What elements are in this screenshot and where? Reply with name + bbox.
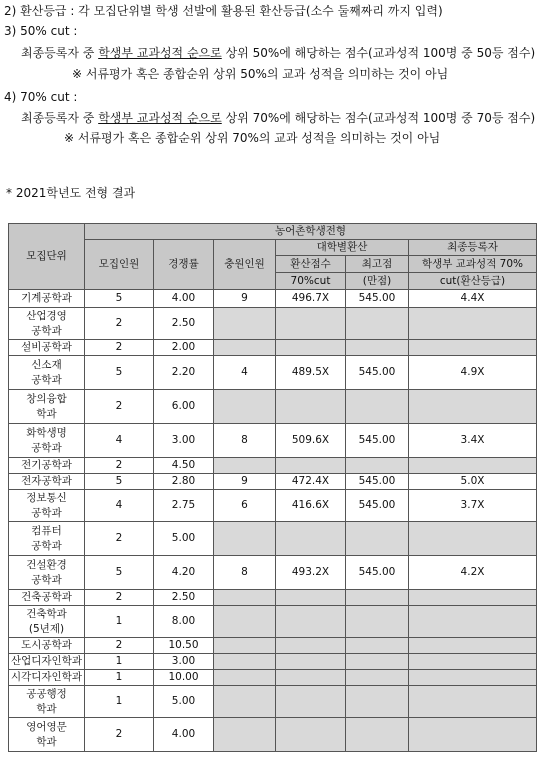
note-50cut-post: 상위 50%에 해당하는 점수(교과성적 100명 중 50등 점수) (221, 46, 536, 60)
cell-unit-line1: 건축공학과 (21, 591, 72, 603)
header-additional: 충원인원 (214, 240, 276, 290)
cell-unit-line2: 공학과 (31, 373, 62, 386)
cell-unit-line1: 전자공학과 (21, 475, 72, 487)
cell-final-grade (409, 686, 537, 718)
cell-unit (9, 458, 85, 474)
cell-unit (9, 654, 85, 670)
cell-unit-line1: 건축학과 (26, 607, 67, 620)
cell-score: 416.6X (276, 490, 346, 522)
table-row (9, 340, 537, 356)
note-70cut-pre: 최종등록자 중 (21, 111, 99, 125)
header-max-full: (만점) (346, 273, 409, 290)
note-50cut-pre: 최종등록자 중 (21, 46, 99, 60)
cell-quota: 1 (85, 686, 154, 718)
cell-max (346, 670, 409, 686)
cell-rate: 3.00 (154, 424, 214, 458)
header-unit: 모집단위 (9, 224, 85, 290)
cell-score (276, 458, 346, 474)
cell-quota: 2 (85, 522, 154, 556)
cell-score (276, 686, 346, 718)
cell-quota: 5 (85, 356, 154, 390)
cell-rate: 2.80 (154, 474, 214, 490)
note-50cut-caveat: ※ 서류평가 혹은 종합순위 상위 50%의 교과 성적을 의미하는 것이 아님 (72, 67, 449, 81)
cell-score: 509.6X (276, 424, 346, 458)
cell-rate: 4.00 (154, 718, 214, 752)
cell-score: 496.7X (276, 290, 346, 308)
cell-quota: 2 (85, 458, 154, 474)
cell-quota: 5 (85, 556, 154, 590)
cell-final-grade (409, 522, 537, 556)
table-row (9, 458, 537, 474)
cell-rate: 4.20 (154, 556, 214, 590)
cell-unit-line1: 창의융합 (26, 392, 67, 405)
table-row (9, 474, 537, 490)
cell-unit-line2: (5년제) (28, 622, 65, 635)
cell-additional: 6 (214, 490, 276, 522)
cell-unit-line2: 공학과 (31, 324, 62, 337)
cell-final-grade: 4.4X (409, 290, 537, 308)
cell-max (346, 686, 409, 718)
cell-score (276, 340, 346, 356)
cell-unit-line2: 공학과 (31, 506, 62, 519)
cell-score (276, 590, 346, 606)
cell-additional (214, 308, 276, 340)
cell-unit-line2: 공학과 (31, 441, 62, 454)
header-final-cut: cut(환산등급) (409, 273, 537, 290)
cell-rate: 5.00 (154, 522, 214, 556)
cell-unit (9, 606, 85, 638)
cell-additional (214, 654, 276, 670)
cell-rate: 5.00 (154, 686, 214, 718)
cell-unit-line1: 전기공학과 (21, 459, 72, 471)
cell-final-grade (409, 606, 537, 638)
header-quota: 모집인원 (85, 240, 154, 290)
cell-score (276, 718, 346, 752)
table-row (9, 718, 537, 752)
cell-final-grade (409, 638, 537, 654)
cell-unit-line1: 공공행정 (26, 687, 67, 700)
cell-rate: 2.75 (154, 490, 214, 522)
cell-max (346, 638, 409, 654)
cell-max: 545.00 (346, 424, 409, 458)
header-rate: 경쟁률 (154, 240, 214, 290)
note-line-2: 2) 환산등급 : 각 모집단위별 학생 선발에 활용된 환산등급(소수 둘째짜리 까지 입력) (4, 4, 443, 18)
cell-max: 545.00 (346, 556, 409, 590)
cell-unit-line1: 정보통신 (26, 491, 67, 504)
cell-max (346, 308, 409, 340)
cell-final-grade: 4.2X (409, 556, 537, 590)
cell-unit (9, 474, 85, 490)
cell-final-grade: 5.0X (409, 474, 537, 490)
cell-score (276, 638, 346, 654)
cell-rate: 4.50 (154, 458, 214, 474)
cell-quota: 2 (85, 590, 154, 606)
cell-unit-line2: 공학과 (31, 573, 62, 586)
cell-additional: 4 (214, 356, 276, 390)
table-row (9, 686, 537, 718)
cell-rate: 8.00 (154, 606, 214, 638)
cell-unit-line1: 설비공학과 (21, 341, 72, 353)
cell-rate: 2.50 (154, 590, 214, 606)
table-row (9, 356, 537, 390)
cell-final-grade (409, 590, 537, 606)
cell-additional: 9 (214, 290, 276, 308)
cell-quota: 4 (85, 424, 154, 458)
table-row (9, 308, 537, 340)
cell-additional: 9 (214, 474, 276, 490)
cell-score (276, 606, 346, 638)
cell-unit-line1: 산업경영 (26, 309, 67, 322)
cell-max: 545.00 (346, 490, 409, 522)
cell-final-grade (409, 308, 537, 340)
header-score-cut: 70%cut (276, 273, 346, 290)
cell-unit (9, 490, 85, 522)
header-group: 농어촌학생전형 (85, 224, 537, 240)
table-row (9, 606, 537, 638)
cell-unit (9, 390, 85, 424)
cell-quota: 2 (85, 308, 154, 340)
note-70cut-desc (21, 110, 535, 126)
section-title: * 2021학년도 전형 결과 (6, 186, 136, 200)
cell-additional (214, 606, 276, 638)
note-50cut-desc (21, 45, 535, 61)
cell-score: 489.5X (276, 356, 346, 390)
table-row (9, 590, 537, 606)
cell-unit (9, 290, 85, 308)
cell-additional (214, 670, 276, 686)
cell-additional (214, 522, 276, 556)
cell-quota: 4 (85, 490, 154, 522)
table-row (9, 522, 537, 556)
cell-score (276, 654, 346, 670)
table-row (9, 290, 537, 308)
cell-unit-line1: 건설환경 (26, 558, 67, 571)
cell-quota: 1 (85, 606, 154, 638)
cell-max (346, 522, 409, 556)
cell-max: 545.00 (346, 290, 409, 308)
cell-max (346, 590, 409, 606)
cell-rate: 2.50 (154, 308, 214, 340)
cell-unit (9, 718, 85, 752)
cell-unit-line2: 학과 (36, 702, 57, 715)
cell-final-grade: 3.4X (409, 424, 537, 458)
cell-unit-line1: 영어영문 (26, 720, 67, 733)
cell-unit-line2: 공학과 (31, 539, 62, 552)
header-conversion: 대학별환산 (276, 240, 409, 256)
note-70cut-caveat: ※ 서류평가 혹은 종합순위 상위 70%의 교과 성적을 의미하는 것이 아님 (64, 131, 441, 145)
cell-rate: 10.50 (154, 638, 214, 654)
cell-max (346, 390, 409, 424)
header-score: 환산점수 (276, 256, 346, 273)
cell-max (346, 340, 409, 356)
results-table (8, 223, 537, 752)
cell-unit (9, 308, 85, 340)
note-50cut-title: 3) 50% cut : (4, 24, 78, 38)
table-row (9, 390, 537, 424)
cell-additional (214, 390, 276, 424)
cell-rate: 3.00 (154, 654, 214, 670)
table-row (9, 638, 537, 654)
note-70cut-post: 상위 70%에 해당하는 점수(교과성적 100명 중 70등 점수) (221, 111, 536, 125)
cell-final-grade: 4.9X (409, 356, 537, 390)
cell-additional (214, 638, 276, 654)
cell-max (346, 654, 409, 670)
table-row (9, 670, 537, 686)
cell-unit (9, 670, 85, 686)
cell-quota: 5 (85, 474, 154, 490)
cell-quota: 2 (85, 340, 154, 356)
cell-unit (9, 638, 85, 654)
cell-rate: 10.00 (154, 670, 214, 686)
cell-additional (214, 340, 276, 356)
table-row (9, 556, 537, 590)
cell-final-grade (409, 390, 537, 424)
cell-unit-line1: 산업디자인학과 (10, 655, 82, 667)
cell-score: 472.4X (276, 474, 346, 490)
cell-unit (9, 522, 85, 556)
cell-unit-line2: 학과 (36, 407, 57, 420)
cell-additional: 8 (214, 424, 276, 458)
cell-rate: 2.20 (154, 356, 214, 390)
cell-unit-line1: 컴퓨터 (31, 524, 62, 537)
cell-max: 545.00 (346, 356, 409, 390)
cell-unit (9, 686, 85, 718)
cell-score (276, 390, 346, 424)
cell-unit-line1: 화학생명 (26, 426, 67, 439)
cell-rate: 2.00 (154, 340, 214, 356)
cell-score (276, 308, 346, 340)
cell-max: 545.00 (346, 474, 409, 490)
cell-unit (9, 424, 85, 458)
cell-max (346, 458, 409, 474)
cell-final-grade (409, 340, 537, 356)
cell-quota: 2 (85, 718, 154, 752)
cell-final-grade (409, 654, 537, 670)
note-70cut-underline: 학생부 교과성적 순으로 (98, 111, 222, 125)
header-final-grade: 학생부 교과성적 70% (409, 256, 537, 273)
cell-unit-line2: 학과 (36, 735, 57, 748)
cell-final-grade: 3.7X (409, 490, 537, 522)
cell-score: 493.2X (276, 556, 346, 590)
table-row (9, 654, 537, 670)
cell-unit-line1: 기계공학과 (21, 292, 72, 304)
cell-unit-line1: 도시공학과 (21, 639, 72, 651)
cell-final-grade (409, 670, 537, 686)
cell-additional: 8 (214, 556, 276, 590)
note-70cut-title: 4) 70% cut : (4, 90, 78, 104)
cell-score (276, 670, 346, 686)
cell-quota: 1 (85, 654, 154, 670)
note-50cut-underline: 학생부 교과성적 순으로 (98, 46, 222, 60)
cell-final-grade (409, 458, 537, 474)
cell-additional (214, 718, 276, 752)
cell-additional (214, 458, 276, 474)
cell-unit-line1: 시각디자인학과 (10, 671, 82, 683)
cell-max (346, 718, 409, 752)
cell-rate: 4.00 (154, 290, 214, 308)
cell-final-grade (409, 718, 537, 752)
cell-unit-line1: 신소재 (31, 358, 62, 371)
cell-quota: 2 (85, 390, 154, 424)
header-max: 최고점 (346, 256, 409, 273)
cell-score (276, 522, 346, 556)
table-row (9, 424, 537, 458)
cell-unit (9, 556, 85, 590)
cell-additional (214, 686, 276, 718)
cell-rate: 6.00 (154, 390, 214, 424)
header-final: 최종등록자 (409, 240, 537, 256)
cell-unit (9, 356, 85, 390)
cell-quota: 1 (85, 670, 154, 686)
cell-additional (214, 590, 276, 606)
cell-unit (9, 590, 85, 606)
cell-quota: 5 (85, 290, 154, 308)
cell-unit (9, 340, 85, 356)
cell-max (346, 606, 409, 638)
table-row (9, 490, 537, 522)
cell-quota: 2 (85, 638, 154, 654)
